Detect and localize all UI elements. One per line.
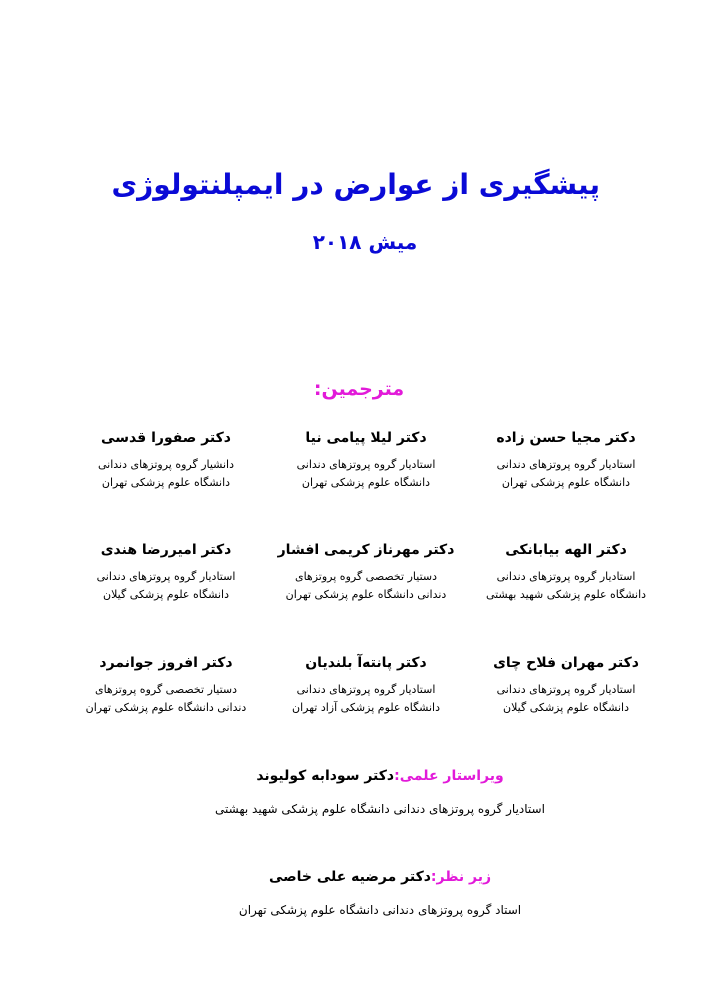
supervisor-line [140, 866, 620, 888]
translators-heading: مترجمین: [313, 378, 405, 400]
scientific-editor [100, 765, 660, 819]
translator-affiliation: استادیار گروه پروتزهای دندانی دانشگاه علوم پزشکی آزاد تهران [292, 683, 440, 714]
translator-name: دکتر صفورا قدسی [101, 430, 231, 446]
translator-card [266, 540, 466, 604]
translator-affiliation: استادیار گروه پروتزهای دندانی دانشگاه علوم پزشکی گیلان [496, 683, 636, 714]
supervisor [140, 866, 620, 920]
translator-card [266, 653, 466, 717]
supervisor-role: زیر نظر: [430, 869, 492, 885]
translator-card [466, 428, 666, 492]
editor-name: دکتر سودابه کولیوند [256, 768, 395, 784]
translator-affiliation: استادیار گروه پروتزهای دندانی دانشگاه علوم پزشکی تهران [496, 458, 636, 489]
translator-name: دکتر امیررضا هندی [100, 542, 232, 558]
translator-name: دکتر مهرناز کریمی افشار [277, 542, 455, 558]
translator-name: دکتر افروز جوانمرد [99, 655, 233, 671]
translator-name: دکتر مجیا حسن زاده [496, 430, 636, 446]
translator-card [66, 653, 266, 717]
editor-affiliation: استادیار گروه پروتزهای دندانی دانشگاه علوم پزشکی شهید بهشتی [215, 802, 545, 816]
translator-name: دکتر پانته‌آ بلندیان [305, 655, 427, 671]
book-title: پیشگیری از عوارض در ایمپلنتولوژی [111, 168, 600, 201]
translator-card [466, 540, 666, 604]
translator-affiliation: دستیار تخصصی گروه پروتزهای دندانی دانشگاه علوم پزشکی تهران [285, 570, 447, 601]
translator-affiliation: استادیار گروه پروتزهای دندانی دانشگاه علوم پزشکی گیلان [96, 570, 236, 601]
supervisor-name: دکتر مرضیه علی خاصی [268, 869, 431, 885]
translator-affiliation: دانشیار گروه پروتزهای دندانی دانشگاه علوم پزشکی تهران [97, 458, 235, 489]
translator-affiliation: دستیار تخصصی گروه پروتزهای دندانی دانشگاه علوم پزشکی تهران [85, 683, 247, 714]
translator-card [266, 428, 466, 492]
book-subtitle: میش ۲۰۱۸ [312, 230, 418, 254]
translator-affiliation: استادیار گروه پروتزهای دندانی دانشگاه علوم پزشکی تهران [296, 458, 436, 489]
translator-name: دکتر لیلا پیامی نیا [305, 430, 427, 446]
translator-card [66, 540, 266, 604]
editor-line [100, 765, 660, 787]
translator-name: دکتر الهه بیابانکی [505, 542, 627, 558]
translator-card [66, 428, 266, 492]
translator-affiliation: استادیار گروه پروتزهای دندانی دانشگاه علوم پزشکی شهید بهشتی [485, 570, 647, 601]
supervisor-affiliation: استاد گروه پروتزهای دندانی دانشگاه علوم پزشکی تهران [238, 903, 522, 917]
editor-role: ویراستار علمی: [394, 768, 504, 784]
translator-name: دکتر مهران فلاح چای [493, 655, 639, 671]
translator-card [466, 653, 666, 717]
